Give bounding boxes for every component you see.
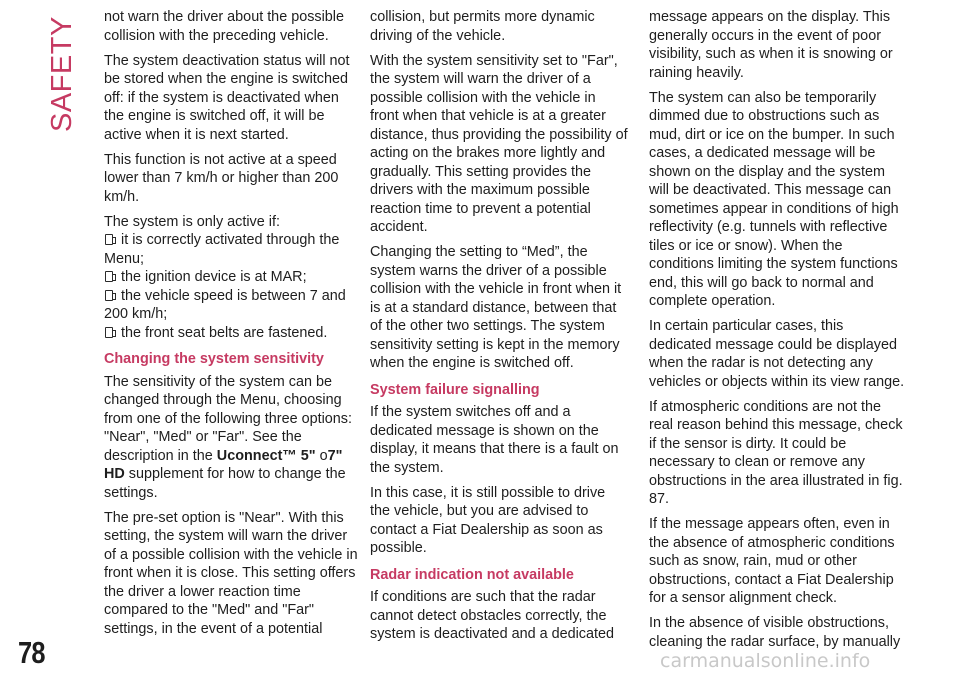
paragraph-text: The sensitivity of the system can be changed through the Menu, choosing from one of the following three options: "Near", "Med" or "Far". See the description in the — [104, 373, 352, 464]
column-1 — [104, 8, 362, 645]
conjunction-text: o — [319, 447, 328, 464]
section-label — [31, 10, 81, 160]
list-item — [104, 268, 362, 287]
uconnect-5-reference: Uconnect™ 5" — [216, 447, 316, 464]
list-item-text: it is correctly activated through the Menu; — [104, 232, 340, 267]
list-item — [104, 324, 362, 343]
uconnect-7-reference: 7" HD — [104, 447, 343, 482]
paragraph-text: supplement for how to change the settings. — [104, 466, 346, 501]
section-label-text: SAFETY — [46, 16, 78, 132]
section-heading: Changing the system sensitivity — [104, 351, 324, 367]
paragraph: If atmospheric conditions are not the real reason behind this message, check if the sensor is dirty. It could be necessary to clean or remove any obstructions in the area illustrated in fig. 87. — [649, 398, 903, 507]
list-item-text: the vehicle speed is between 7 and 200 km/h; — [104, 287, 346, 322]
bullet-icon — [105, 327, 113, 338]
paragraph: The pre-set option is "Near". With this setting, the system will warn the driver of a possible collision with the vehicle in front when it is close. This setting offers the driver a lower reaction time compared to the "Med" and "Far" settings, in the event of a potential — [104, 509, 358, 637]
paragraph: The system deactivation status will not be stored when the engine is switched off: if the system is deactivated when the engine is switched off, it will be active when it is next started. — [104, 52, 350, 143]
paragraph: If the message appears often, even in the absence of atmospheric conditions such as snow, rain, mud or other obstructions, contact a Fiat Dealership for a sensor alignment check. — [649, 516, 895, 606]
section-heading: Radar indication not available — [370, 566, 574, 583]
bullet-icon — [105, 271, 113, 282]
paragraph: This function is not active at a speed lower than 7 km/h or higher than 200 km/h. — [104, 151, 339, 205]
watermark: carmanualsonline.info — [660, 650, 871, 672]
paragraph: Changing the setting to “Med”, the system warns the driver of a possible collision with the vehicle in front when it is at a standard distance, between that of the other two settings. The system sensitivity setting is kept in the memory when the engine is switched off. — [370, 244, 622, 371]
paragraph: The system can also be temporarily dimmed due to obstructions such as mud, dirt or ice on the bumper. In such cases, a dedicated message will be shown on the display and the system will be deactivated. This message can sometimes appear in conditions of high reflectivity (e.g. tunnels with reflective tiles or ice or snow). When the conditions limiting the system functions end, this will go back to normal and complete operation. — [649, 89, 899, 309]
bullet-icon — [105, 290, 113, 301]
paragraph: If the system switches off and a dedicated message is shown on the display, it means that there is a fault on the system. — [370, 404, 619, 476]
page-number: 78 — [18, 635, 45, 670]
column-3 — [649, 8, 907, 658]
section-heading: System failure signalling — [370, 381, 540, 398]
paragraph: In the absence of visible obstructions, cleaning the radar surface, by manually — [649, 615, 901, 650]
list-item — [104, 287, 362, 324]
paragraph: collision, but permits more dynamic driving of the vehicle. — [370, 9, 595, 44]
paragraph — [104, 373, 362, 503]
paragraph: With the system sensitivity set to "Far", the system will warn the driver of a possible collision with the vehicle in front when that vehicle is at a greater distance, thus providing the possibility of acting on the brakes more lightly and gradually. This setting provides the drivers with the maximum possible reaction time to prevent a potential accident. — [370, 52, 628, 235]
paragraph: In certain particular cases, this dedicated message could be displayed when the radar is not detecting any vehicles or objects within its view range. — [649, 318, 905, 390]
paragraph: message appears on the display. This generally occurs in the event of poor visibility, such as when it is snowing or raining heavily. — [649, 9, 893, 81]
list-item — [104, 231, 362, 268]
column-2 — [370, 8, 628, 650]
list-item-text: the ignition device is at MAR; — [121, 269, 307, 285]
list-item-text: the front seat belts are fastened. — [121, 324, 328, 341]
paragraph: The system is only active if: — [104, 213, 280, 230]
paragraph: If conditions are such that the radar cannot detect obstacles correctly, the system is deactivated and a dedicated — [370, 589, 614, 642]
paragraph: not warn the driver about the possible collision with the preceding vehicle. — [104, 9, 344, 44]
paragraph: In this case, it is still possible to drive the vehicle, but you are advised to contact a Fiat Dealership as soon as possible. — [370, 484, 606, 556]
bullet-icon — [105, 234, 113, 245]
